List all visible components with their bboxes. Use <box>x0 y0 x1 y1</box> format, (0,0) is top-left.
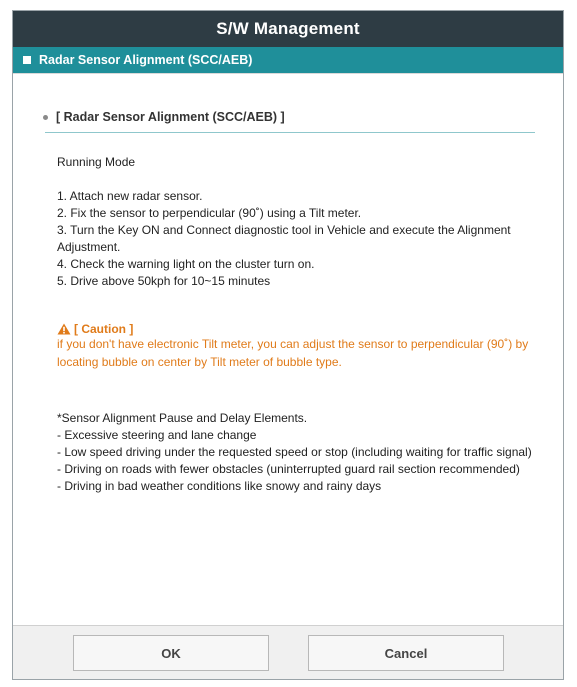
section-header <box>13 47 563 73</box>
cancel-button[interactable]: Cancel <box>308 635 504 671</box>
dialog-footer <box>13 625 563 679</box>
steps-list <box>57 188 537 290</box>
section-title: Radar Sensor Alignment (SCC/AEB) <box>39 53 253 67</box>
step-item: 1. Attach new radar sensor. <box>57 189 203 203</box>
window-title: S/W Management <box>13 11 563 47</box>
step-item: 4. Check the warning light on the cluster turn on. <box>57 257 315 271</box>
heading-divider <box>45 132 535 133</box>
element-item: - Driving in bad weather conditions like snowy and rainy days <box>57 479 382 493</box>
caution-title <box>57 322 133 336</box>
section-square-icon <box>23 56 31 64</box>
running-mode-label: Running Mode <box>57 155 136 169</box>
caution-text: if you don't have electronic Tilt meter, you can adjust the sensor to perpendicular (90˚) by locating bubble on center by Tilt meter of bubble type. <box>57 337 529 369</box>
step-item: 2. Fix the sensor to perpendicular (90˚) using a Tilt meter. <box>57 206 362 220</box>
pause-delay-elements <box>57 410 542 495</box>
content-panel <box>13 73 563 627</box>
step-item: 5. Drive above 50kph for 10~15 minutes <box>57 274 271 288</box>
warning-triangle-icon <box>57 323 71 335</box>
sw-management-dialog <box>12 10 564 680</box>
element-item: - Driving on roads with fewer obstacles (uninterrupted guard rail section recommended) <box>57 462 520 476</box>
bullet-icon <box>43 115 48 120</box>
element-item: *Sensor Alignment Pause and Delay Elements. <box>57 411 308 425</box>
caution-title-text: [ Caution ] <box>74 322 134 336</box>
element-item: - Low speed driving under the requested speed or stop (including waiting for traffic signal) <box>57 445 532 459</box>
element-item: - Excessive steering and lane change <box>57 428 257 442</box>
ok-button[interactable]: OK <box>73 635 269 671</box>
content-heading <box>43 110 285 124</box>
heading-text: [ Radar Sensor Alignment (SCC/AEB) ] <box>56 110 285 124</box>
step-item: 3. Turn the Key ON and Connect diagnostic tool in Vehicle and execute the Alignment Adjustment. <box>57 223 511 254</box>
